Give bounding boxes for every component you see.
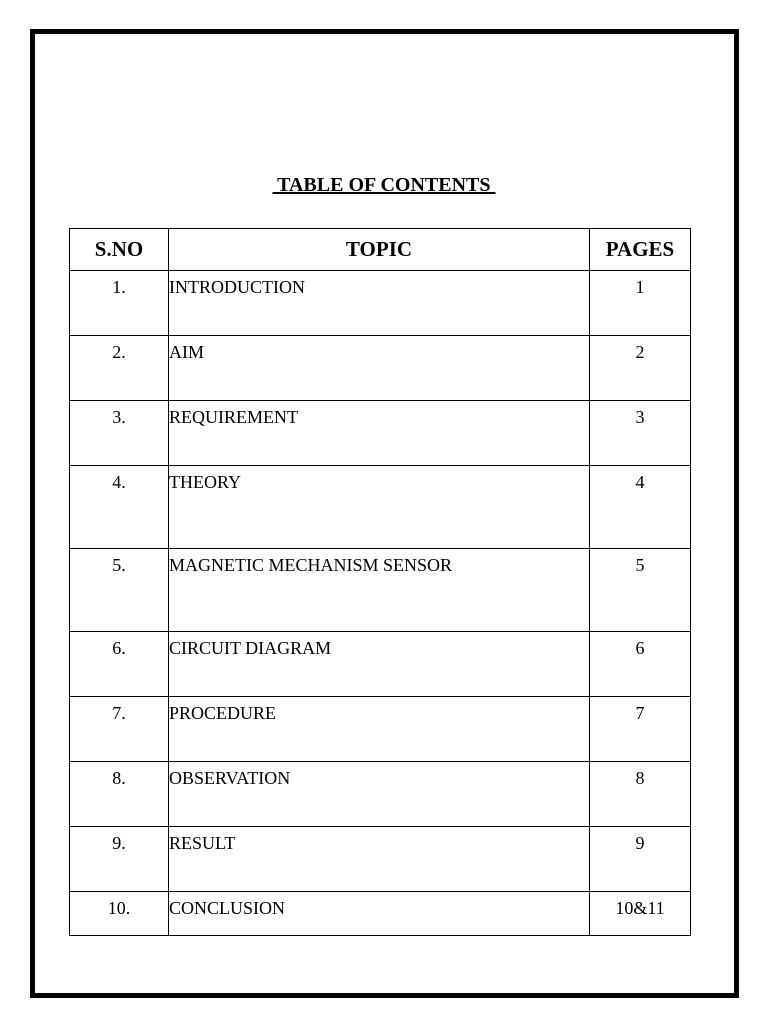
row-pages: 3: [590, 401, 691, 466]
row-sno: 10.: [70, 892, 169, 936]
row-topic: THEORY: [169, 466, 590, 549]
page-title: TABLE OF CONTENTS: [272, 174, 496, 196]
table-row: [70, 401, 691, 466]
header-topic: TOPIC: [169, 229, 590, 271]
row-pages: 7: [590, 697, 691, 762]
table-row: [70, 336, 691, 401]
row-sno: 6.: [70, 632, 169, 697]
row-pages: 5: [590, 549, 691, 632]
row-sno: 5.: [70, 549, 169, 632]
row-sno: 1.: [70, 271, 169, 336]
table-row: [70, 271, 691, 336]
row-topic: RESULT: [169, 827, 590, 892]
row-sno: 4.: [70, 466, 169, 549]
row-sno: 2.: [70, 336, 169, 401]
table-row: [70, 549, 691, 632]
row-topic: CONCLUSION: [169, 892, 590, 936]
table-row: [70, 466, 691, 549]
header-sno: S.NO: [70, 229, 169, 271]
table-row: [70, 697, 691, 762]
row-sno: 8.: [70, 762, 169, 827]
row-pages: 4: [590, 466, 691, 549]
row-topic: INTRODUCTION: [169, 271, 590, 336]
table-row: [70, 632, 691, 697]
header-pages: PAGES: [590, 229, 691, 271]
table-row: [70, 762, 691, 827]
table-row: [70, 827, 691, 892]
table-row: [70, 892, 691, 936]
row-topic: REQUIREMENT: [169, 401, 590, 466]
row-pages: 2: [590, 336, 691, 401]
row-sno: 7.: [70, 697, 169, 762]
row-pages: 10&11: [590, 892, 691, 936]
row-pages: 1: [590, 271, 691, 336]
row-pages: 8: [590, 762, 691, 827]
header-row: [70, 229, 691, 271]
row-topic: MAGNETIC MECHANISM SENSOR: [169, 549, 590, 632]
row-topic: OBSERVATION: [169, 762, 590, 827]
row-pages: 9: [590, 827, 691, 892]
row-pages: 6: [590, 632, 691, 697]
contents-table: [69, 228, 691, 936]
row-sno: 9.: [70, 827, 169, 892]
row-sno: 3.: [70, 401, 169, 466]
row-topic: CIRCUIT DIAGRAM: [169, 632, 590, 697]
row-topic: AIM: [169, 336, 590, 401]
row-topic: PROCEDURE: [169, 697, 590, 762]
